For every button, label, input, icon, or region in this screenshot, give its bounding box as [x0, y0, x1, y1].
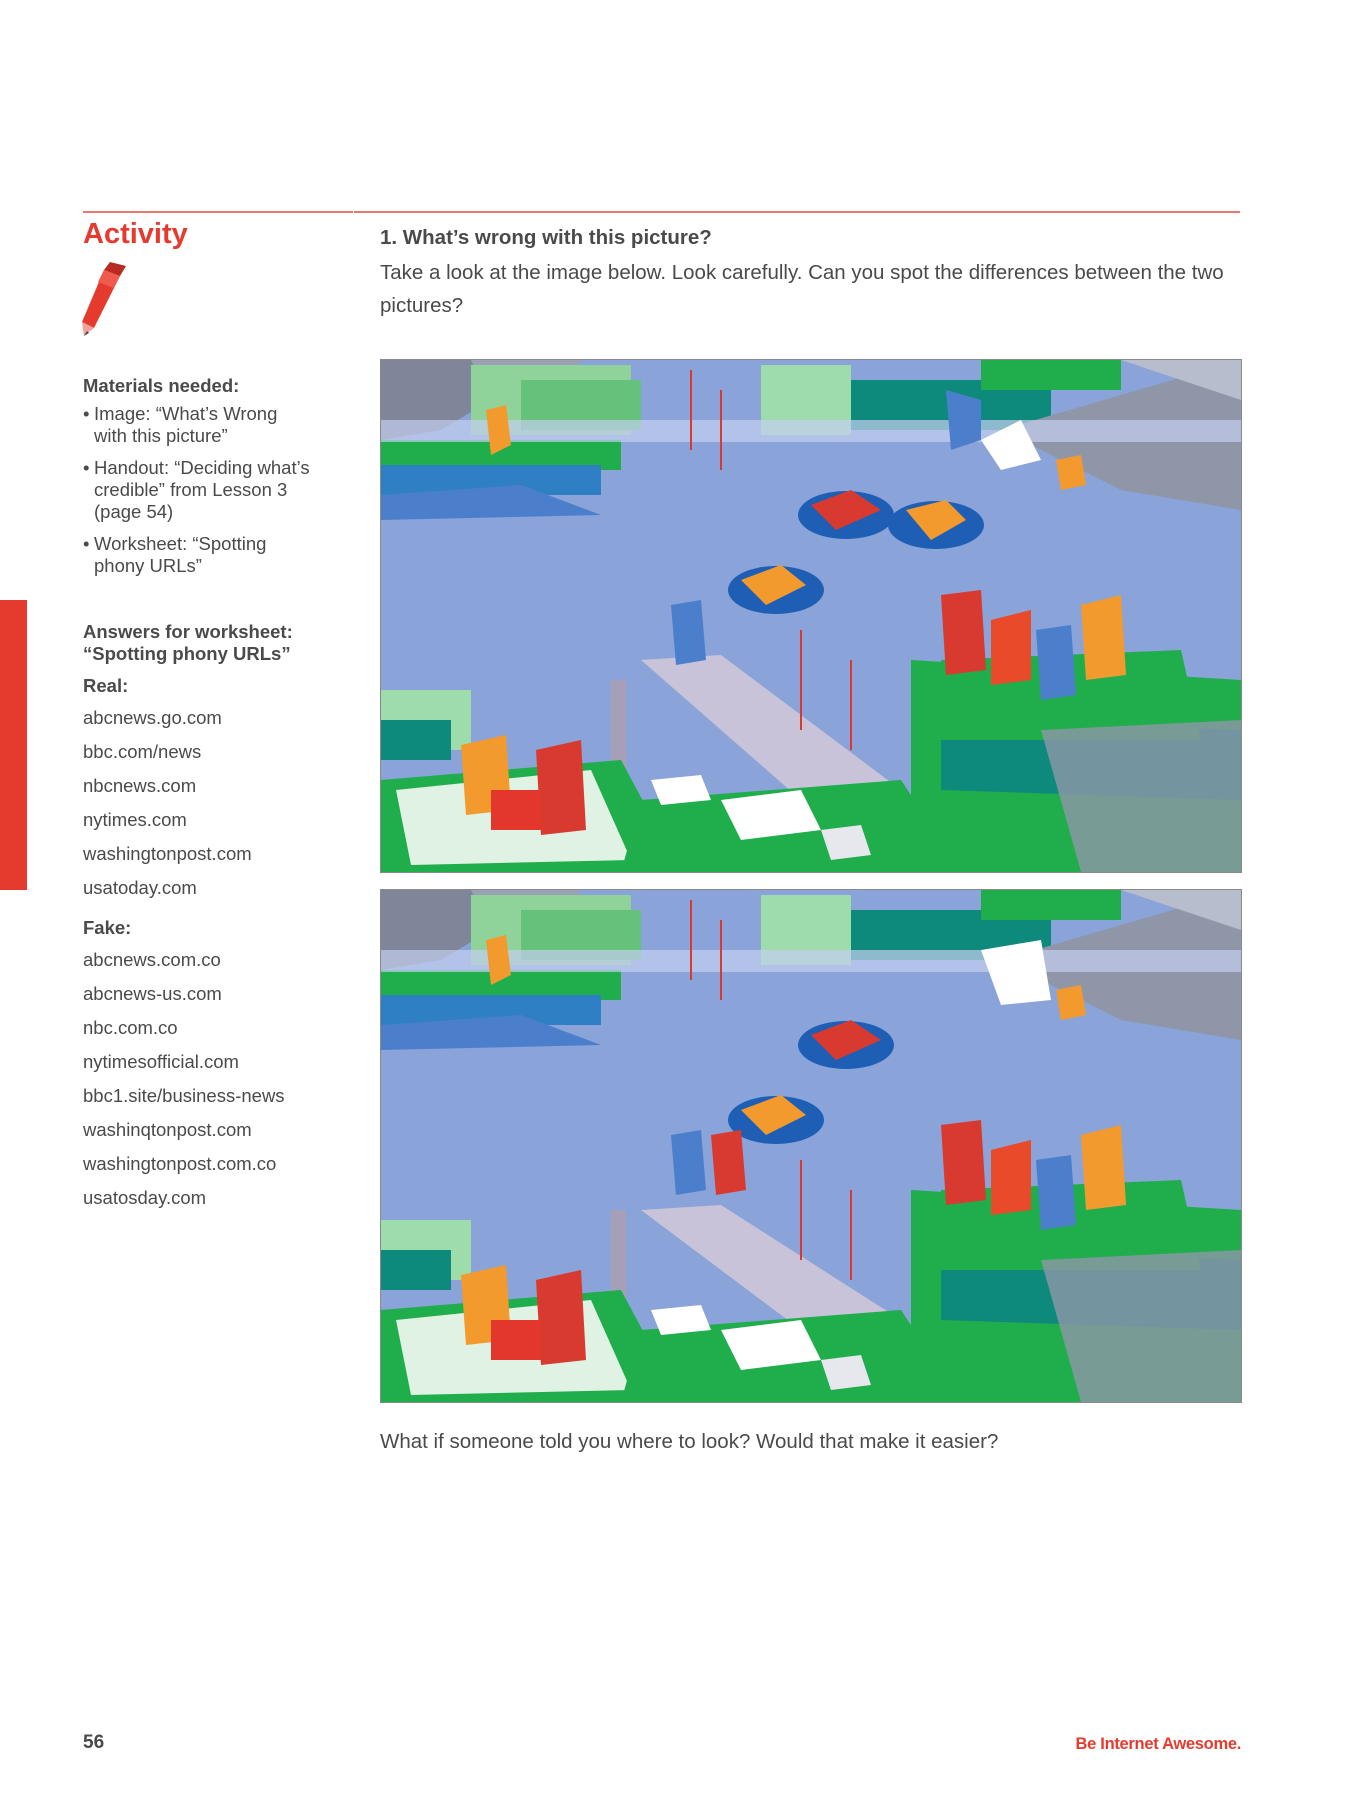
scene-illustration	[381, 360, 1241, 872]
real-url-list	[83, 701, 313, 905]
fake-heading: Fake:	[83, 917, 132, 938]
fake-url: usatosday.com	[83, 1187, 207, 1208]
page-number: 56	[83, 1732, 105, 1753]
real-url: usatoday.com	[83, 877, 197, 898]
main-rule	[354, 211, 1240, 213]
fake-url: washingtonpost.com.co	[83, 1153, 277, 1174]
real-url: abcnews.go.com	[83, 707, 222, 728]
activity-title: Activity	[83, 218, 188, 250]
question-body: Take a look at the image below. Look carefully. Can you spot the differences between the two pictures?	[380, 261, 1224, 317]
answers-section	[83, 621, 313, 1215]
real-url: nytimes.com	[83, 809, 187, 830]
fake-url: abcnews.com.co	[83, 949, 221, 970]
materials-item: • Handout: “Deciding what’s credible” from Lesson 3 (page 54)	[83, 457, 313, 523]
materials-list	[83, 403, 313, 577]
answers-heading: Answers for worksheet: “Spotting phony URLs”	[83, 621, 293, 664]
real-heading: Real:	[83, 675, 129, 696]
scene-picture-original	[380, 359, 1242, 873]
materials-item: • Worksheet: “Spotting phony URLs”	[83, 533, 313, 577]
materials-section	[83, 375, 313, 587]
fake-url: bbc1.site/business-news	[83, 1085, 285, 1106]
side-tab-marker	[0, 600, 27, 890]
fake-url: nytimesofficial.com	[83, 1051, 239, 1072]
fake-url: nbc.com.co	[83, 1017, 178, 1038]
follow-up-question: What if someone told you where to look? Would that make it easier?	[380, 1430, 999, 1453]
brand-logo: Be Internet Awesome.	[1075, 1735, 1241, 1753]
scene-picture-altered	[380, 889, 1242, 1403]
question-title: 1. What’s wrong with this picture?	[380, 226, 712, 249]
real-url: washingtonpost.com	[83, 843, 252, 864]
real-url: nbcnews.com	[83, 775, 197, 796]
materials-heading: Materials needed:	[83, 375, 240, 396]
real-url: bbc.com/news	[83, 741, 202, 762]
fake-url-list	[83, 943, 313, 1215]
sidebar-rule	[83, 211, 353, 213]
scene-illustration	[381, 890, 1241, 1402]
pencil-icon	[80, 262, 132, 338]
fake-url: abcnews-us.com	[83, 983, 222, 1004]
materials-item: • Image: “What’s Wrong with this picture”	[83, 403, 313, 447]
fake-url: washinqtonpost.com	[83, 1119, 252, 1140]
